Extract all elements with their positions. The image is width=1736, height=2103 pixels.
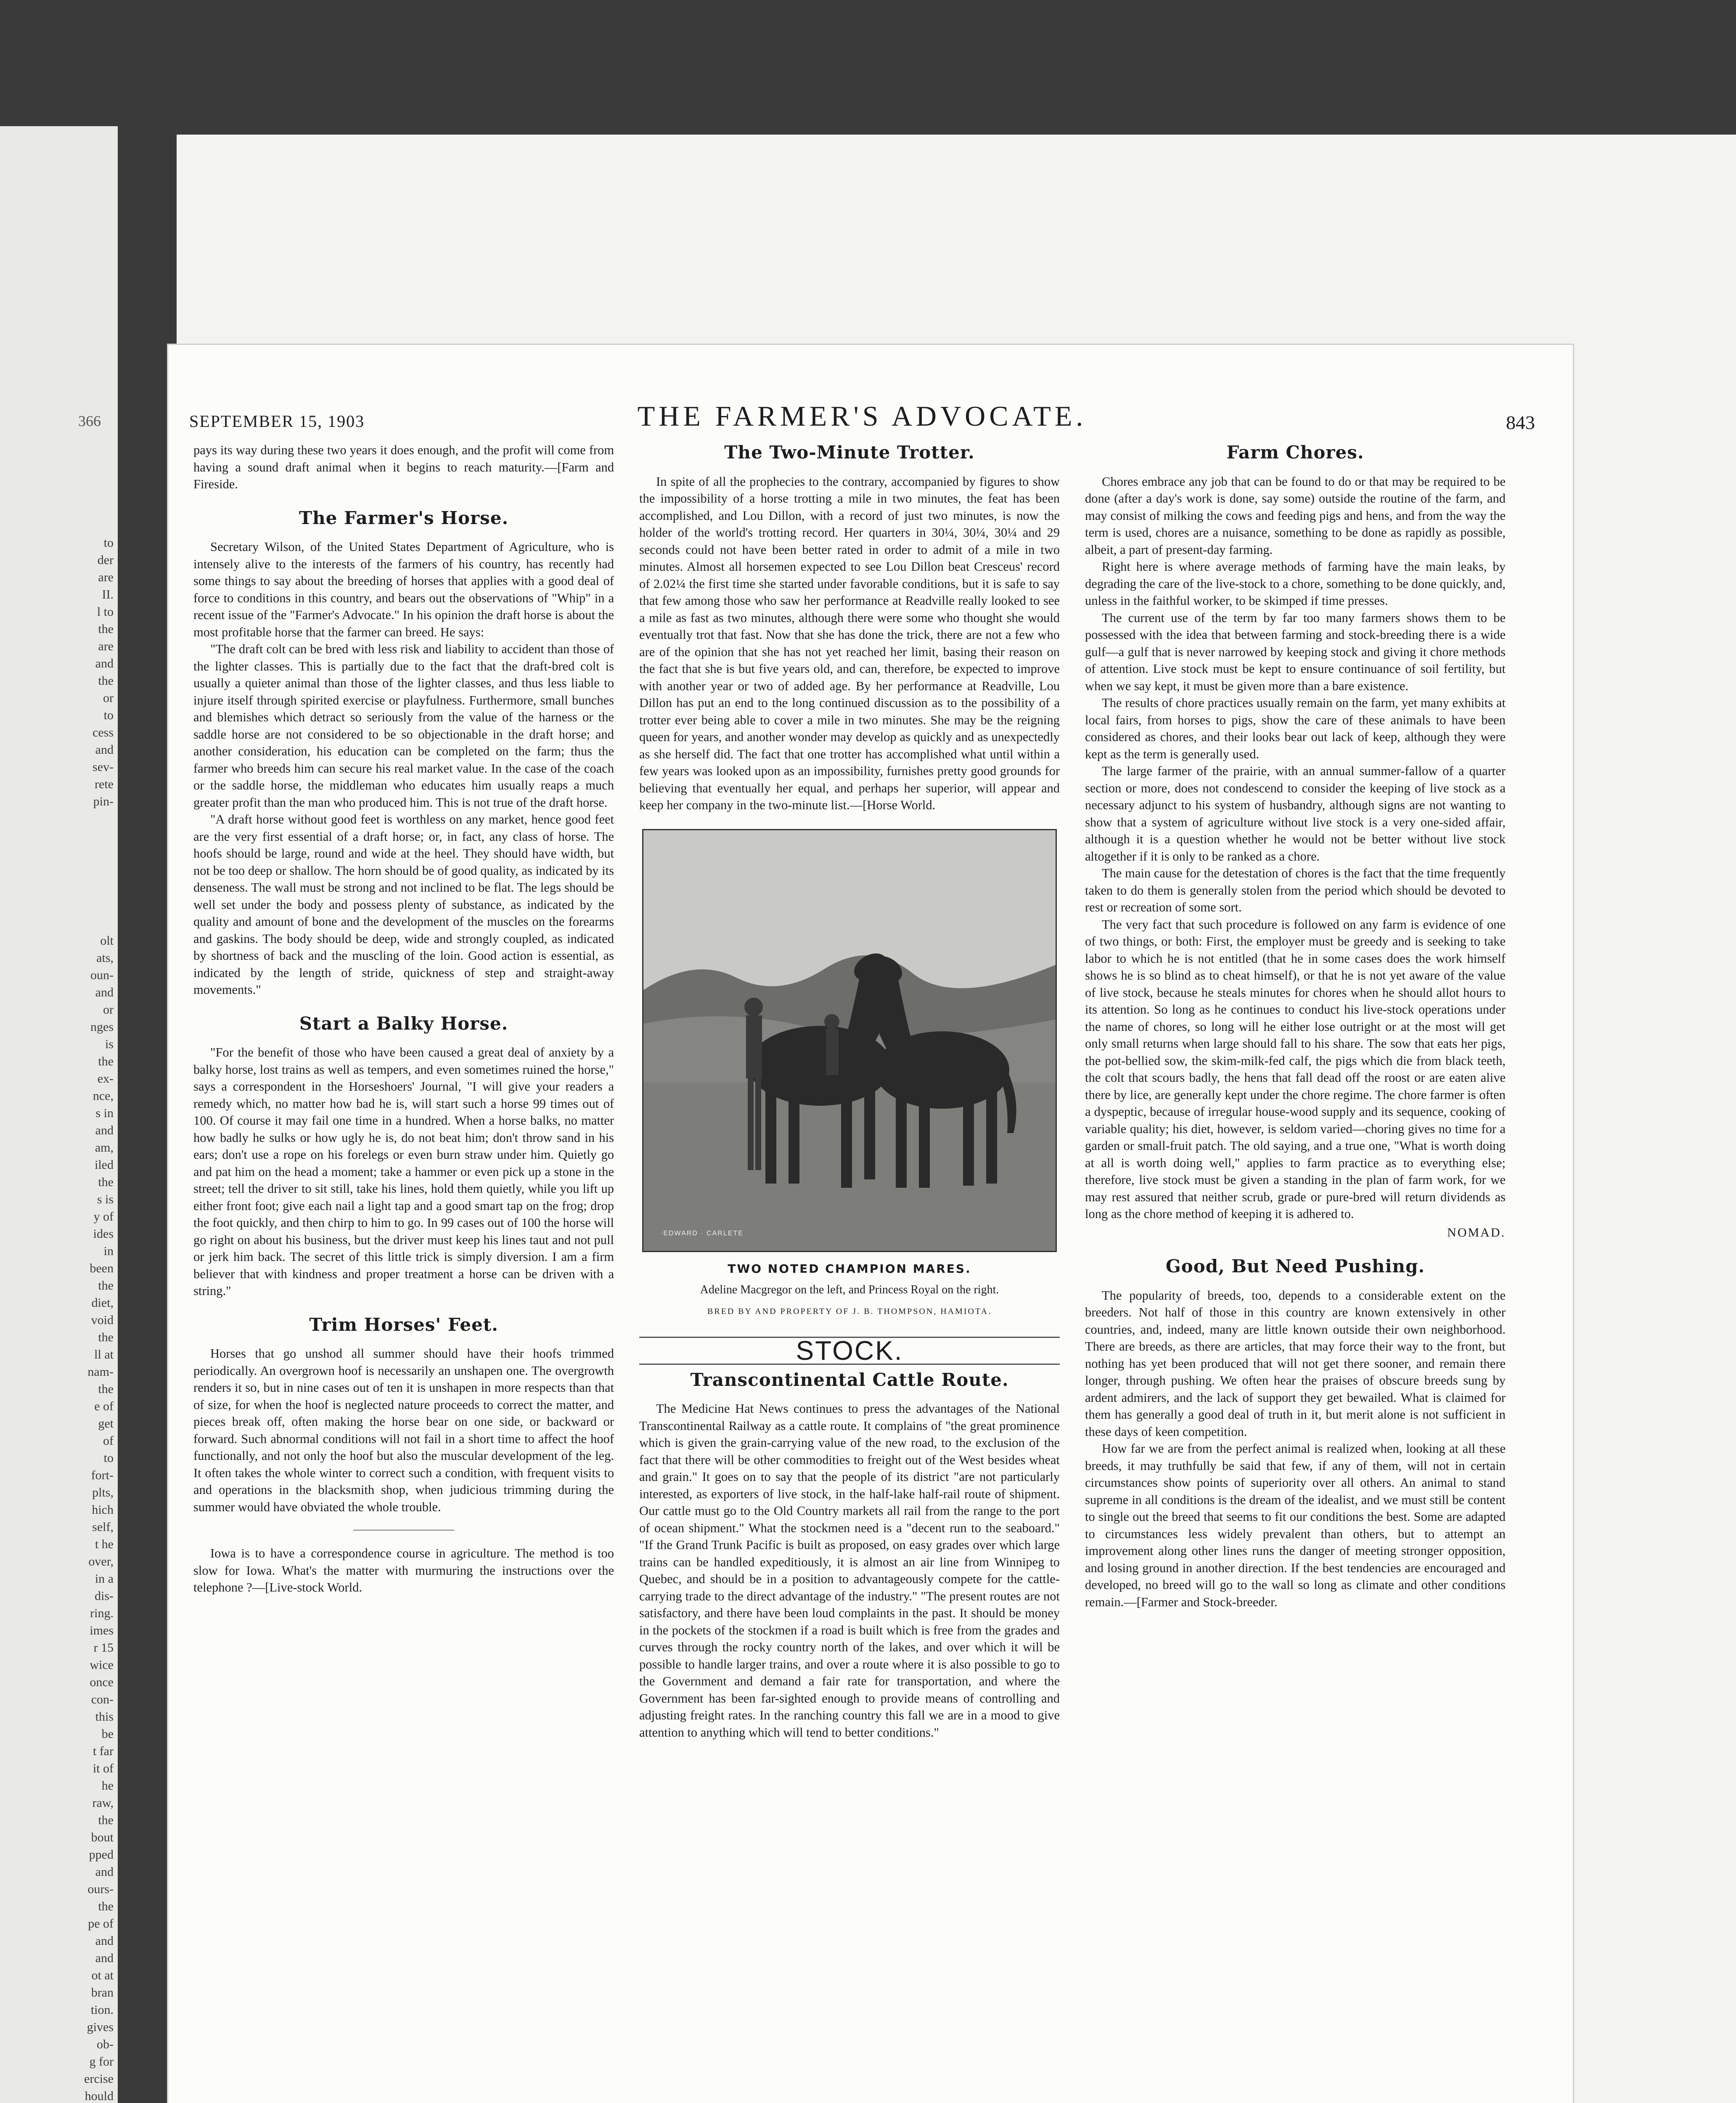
article-paragraph: Right here is where average methods of farming have the main leaks, by degrading the care of the live-stock to a chore, something to be done quickly, and, unless in the faithful worker, to be skimped if time presses. xyxy=(1085,559,1506,608)
article-paragraph: The Medicine Hat News continues to press the advantages of the National Transcontinental Railway as a cattle route. It complains of "the great prominence which is given the grain-carrying value of the new road, to the exclusion of the fact that there will be other commodities to freight out of the West besides wheat and grain." It goes on to say that the people of its district "are not particularly interested, as exporters of live stock, in the half-lake half-rail route of shipment. Our cattle must go to the Old Country markets all rail from the range to the port of ocean shipment." What the stockmen need is a "decent run to the seaboard." "If the Grand Trunk Pacific is built as proposed, on easy grades over which large trains can be handled expeditiously, it is almost an air line from Winnipeg to Quebec, and should be in a position to advantageously compete for the cattle-carrying trade to the direct advantage of the industry." "The present routes are not satisfactory, and there have been loud complaints in the past. It should be money in the pockets of the stockmen if a road is built which is free from the grades and curves through the rocky country north of the lakes, and over which it will be possible to handle larger trains, and over a route where it is also possible to go to the Government and demand a fair rate for transportation, and where the Government has been far-sighted enough to provide means of controlling and adjusting freight rates. In the ranching country this fall we are in a mood to give attention to anything which will tend to better conditions." xyxy=(639,1401,1060,1740)
left-page-fragment: t far xyxy=(93,1744,114,1758)
left-page-fragment: the xyxy=(98,1813,114,1827)
left-page-fragment: is xyxy=(105,1037,114,1051)
photo-champion-mares xyxy=(642,829,1057,1252)
divider xyxy=(353,1530,454,1531)
issue-date: SEPTEMBER 15, 1903 xyxy=(189,412,365,431)
article-paragraph: In spite of all the prophecies to the contrary, accompanied by figures to show the impossibility of a horse trotting a mile in two minutes, the feat has been accomplished, and Lou Dillon, with a record of just two minutes, is now the holder of the world's trotting record. Her quarters in 30¼, 30¼, 30¼ and 29 seconds could not have been better rated in order to admit of a mile in two minutes. Almost all horsemen expected to see Lou Dillon beat Cresceus' record of 2.02¼ the first time she started under favorable conditions, but it is safe to say that few among those who saw her performance at Readville really looked to see a mile as fast as two minutes, although there were some who thought she would eventually trot that fast. Now that she has done the trick, there are not a few who are of the opinion that she has not yet reached her limit, basing their reason on the fact that she is but five years old, and can, therefore, be expected to improve with another year or two of added age. By her performance at Readville, Lou Dillon has put an end to the long continued discussion as to the possibility of a trotter ever being able to cover a mile in two minutes. She may be the reigning queen for years, and another wonder may develop as quickly and as unexpectedly as she herself did. The fact that one trotter has accomplished what until within a few years was looked upon as an impossibility, furnishes pretty good grounds for believing that eventually her equal, and perhaps her superior, will appear and keep her company in the two-minute list.—[Horse World. xyxy=(639,474,1060,812)
left-page-fragment: der xyxy=(97,553,114,567)
article-paragraph: The main cause for the detestation of chores is the fact that the time frequently taken to do them is generally stolen from the period which should be devoted to rest or recreation of some sort. xyxy=(1085,866,1506,914)
left-page-folio: 366 xyxy=(78,413,101,429)
left-page-fragment: ll at xyxy=(94,1348,114,1361)
left-page-fragment: and xyxy=(95,657,114,670)
left-page-fragment: pin- xyxy=(93,795,114,808)
column-3 xyxy=(1085,442,1506,1610)
left-page-fragment: the xyxy=(98,674,114,688)
left-page-fragment: ob- xyxy=(97,2037,114,2051)
left-page-fragment: t he xyxy=(95,1537,114,1551)
article-paragraph: The current use of the term by far too many farmers shows them to be possessed with the idea that between farming and stock-breeding there is a wide gulf—a gulf that is never narrowed by keeping stock and giving it chore methods of attention. Live stock must be kept to ensure continuance of soil fertility, but when we say kept, it must be given more than a bare existence. xyxy=(1085,610,1506,693)
left-page-fragment: olt xyxy=(100,934,114,948)
left-page-fragment: ercise xyxy=(84,2072,114,2086)
left-page-fragment: ides xyxy=(93,1227,114,1241)
left-page-fragment: be xyxy=(101,1727,114,1741)
article-paragraph: The large farmer of the prairie, with an annual summer-fallow of a quarter section or more, does not condescend to consider the keeping of live stock as a necessary adjunct to his system of husbandry, although signs are not wanting to show that a system of agriculture without live stock is a very one-sided affair, although it is a question whether he would not be better without live stock altogether if it is only to be ranked as a chore. xyxy=(1085,764,1506,863)
left-page-fragment: the xyxy=(98,1899,114,1913)
left-page-fragment: s in xyxy=(95,1106,114,1120)
article-title-trim-feet: Trim Horses' Feet. xyxy=(309,1314,498,1335)
photo-caption-title: TWO NOTED CHAMPION MARES. xyxy=(728,1261,971,1276)
article-title-farmers-horse: The Farmer's Horse. xyxy=(299,507,509,528)
left-page-fragment: tion. xyxy=(90,2003,114,2017)
left-page-fragment: am, xyxy=(95,1141,114,1155)
left-page-fragment: ring. xyxy=(90,1606,114,1620)
article-paragraph: "A draft horse without good feet is worthless on any market, hence good feet are the very first essential of a draft horse; or, in fact, any class of horse. The hoofs should be large, round and wide at the heel. They should have width, but not be too deep or shallow. The horn should be of good quality, as indicated by its denseness. The wall must be strong and not inclined to be flat. The legs should be well set under the body and possess plenty of substance, as indicated by the quality and amount of bone and the development of the muscles on the forearms and gaskins. The body should be deep, wide and strongly coupled, as indicated by shortness of back and the muscling of the loin. Good action is essential, as indicated by the length of stride, quickness of step and straight-away movements." xyxy=(193,812,614,997)
article-paragraph: Secretary Wilson, of the United States Department of Agriculture, who is intensely alive to the interests of the farmers of his country, has recently had some things to say about the breeding of horses that applies with a good deal of force to conditions in this country, and bears out the observations of "Whip" in a recent issue of the "Farmer's Advocate." In his opinion the draft horse is about the most profitable horse that the farmer can breed. He says: xyxy=(193,540,614,639)
left-page-fragment: e of xyxy=(94,1399,114,1413)
left-page-fragment: nce, xyxy=(93,1089,114,1103)
left-page-fragment: to xyxy=(103,536,114,550)
left-page-fragment: it of xyxy=(93,1761,114,1775)
article-paragraph: "The draft colt can be bred with less risk and liability to accident than those of the lighter classes. This is partially due to the fact that the draft-bred colt is usually a quieter animal than those of the lighter classes, and thus less liable to injure itself through spirited exercise or playfulness. Furthermore, small bunches and blemishes which detract so seriously from the value of the harness or the saddle horse are not considered to be so objectionable in the draft horse; and another consideration, his education can be completed on the farm; thus the farmer who breeds him can secure his real market value. In the case of the coach or the saddle horse, the middleman who educates him usually reaps a much greater profit than the man who produced him. This is not true of the draft horse. xyxy=(193,642,614,810)
article-title-farm-chores: Farm Chores. xyxy=(1226,442,1364,463)
left-page-fragment: pe of xyxy=(88,1917,114,1931)
left-page-fragment: and xyxy=(95,743,114,757)
article-title-need-pushing: Good, But Need Pushing. xyxy=(1165,1256,1425,1277)
left-page-fragment: and xyxy=(95,1951,114,1965)
article-paragraph: How far we are from the perfect animal is realized when, looking at all these breeds, it may truthfully be said that few, if any of them, will not in certain circumstances show points of superiority over all others. An animal to stand supreme in all conditions is the dream of the idealist, and we must still be content to single out the breed that seems to fit our conditions the best. Some are adapted to circumstances less widely prevalent than others, but to attempt an improvement along other lines runs the danger of meeting stronger opposition, and losing ground in another direction. If the best tendencies are encouraged and developed, no breed will go to the wall so long as climate and other conditions remain.—[Farmer and Stock-breeder. xyxy=(1085,1441,1506,1609)
left-page-fragment: the xyxy=(98,1382,114,1396)
left-page-fragment: r 15 xyxy=(93,1641,114,1655)
article-paragraph: "For the benefit of those who have been caused a great deal of anxiety by a balky horse, lost trains as well as tempers, and even sometimes ruined the horse," says a correspondent in the Horseshoers' Journal, "I will give your readers a remedy which, no matter how bad he is, will start such a horse 99 times out of 100. Of course it may fail one time in a hundred. When a horse balks, no matter how badly he sulks or how ugly he is, do not beat him; don't throw sand in his ears; don't use a rope on his forelegs or even burn straw under him. Quietly go and pat him on the head a moment; take a hammer or even pick up a stone in the street; tell the driver to sit still, take his lines, hold them quietly, while you lift up either front foot; give each nail a light tap and a good smart tap on the frog; drop the foot quickly, and then chirp to him to go. In 99 cases out of 100 the horse will go right on about his business, but the driver must keep his lines taut and not pull or jerk him back. The secret of this little trick is simply diversion. I am a firm believer that with kindness and proper treatment a horse can be driven with a string." xyxy=(193,1045,614,1298)
article-paragraph: The results of chore practices usually remain on the farm, yet many exhibits at local fairs, from horses to pigs, show the care of these animals to have been considered as chores, and their looks bear out lack of keep, although they were kept as the term is generally used. xyxy=(1085,696,1506,761)
photo-credit: BRED BY AND PROPERTY OF J. B. THOMPSON, HAMIOTA. xyxy=(707,1306,992,1316)
left-page-fragment: l to xyxy=(97,605,114,619)
left-page-fragment: fort- xyxy=(91,1468,114,1482)
left-page-fragment: g for xyxy=(89,2055,114,2069)
left-page-fragment: nam- xyxy=(87,1365,114,1379)
article-paragraph: The popularity of breeds, too, depends to a considerable extent on the breeders. Not half of those in this country are known extensively in other countries, and, indeed, many are little known outside their own neighborhood. There are breeds, as there are articles, that may force their way to the front, but nothing has yet been produced that will not get there sooner, and remain there longer, through pushing. We often hear the praises of obscure breeds sung by ardent admirers, and the lack of support they get bewailed. What is claimed for them has generally a good deal of truth in it, but merit alone is not sufficient in these days of keen competition. xyxy=(1085,1288,1506,1439)
photo-caption: Adeline Macgregor on the left, and Princess Royal on the right. xyxy=(700,1283,999,1296)
left-page-fragment: this xyxy=(95,1710,114,1724)
left-page-fragment: hould xyxy=(85,2089,114,2103)
article-title-two-minute-trotter: The Two-Minute Trotter. xyxy=(724,442,975,463)
left-page-fragment: s is xyxy=(97,1192,114,1206)
left-page-scan xyxy=(0,126,118,2103)
left-page-fragment: hich xyxy=(92,1503,114,1517)
left-page-fragment: once xyxy=(90,1675,114,1689)
left-page-fragment: and xyxy=(95,985,114,999)
left-page-fragment: the xyxy=(98,1330,114,1344)
left-page-fragment: he xyxy=(101,1779,114,1793)
left-page-fragment: iled xyxy=(95,1158,114,1172)
column-1 xyxy=(193,442,614,1596)
article-title-cattle-route: Transcontinental Cattle Route. xyxy=(690,1369,1009,1390)
left-page-fragment: in xyxy=(103,1244,114,1258)
page-header xyxy=(189,400,1535,437)
left-page-fragment: II. xyxy=(102,588,114,601)
left-page-fragment: y of xyxy=(93,1210,114,1224)
left-page-fragments xyxy=(0,534,114,2103)
masthead: THE FARMER'S ADVOCATE. xyxy=(637,400,1087,432)
left-page-fragment: pped xyxy=(89,1848,114,1862)
left-page-fragment: and xyxy=(95,1865,114,1879)
left-page-fragment: oun- xyxy=(90,968,114,982)
photographer-signature: ·EDWARD · CARLETE xyxy=(660,1230,744,1237)
article-paragraph: The very fact that such procedure is followed on any farm is evidence of one of two things, or both: First, the employer must be greedy and is seeking to take labor to which he is not entitled (that he in some cases does the work himself shows he is so blind as to cheat himself), or that he is not yet aware of the value of live stock, because he steals minutes for chores when he should allot hours to its attention. So long as he continues to conduct his live-stock operations under the name of chores, so long will he either lose outright or at the most will get only small returns when large should fall to his share. The sow that eats her pigs, the pot-bellied sow, the skim-milk-fed calf, the pigs which die from black teeth, the colt that scours badly, the hens that fall dead off the roost or are eaten alive there by lice, are generally kept under the chore regime. The chore farmer is often a dyspeptic, because of irregular house-wood supply and its sequence, cooking of variable quality; his diet, however, is seldom varied—choring gives no time for a garden or small-fruit patch. The old saying, and a true one, "What is worth doing at all is worth doing well," applies to farm practice as to everything else; therefore, live stock must be given a standing in the plan of farm work, for we may rest assured that neither scrub, grade or pure-bred will return dividends as long as the chore method of keeping it is adhered to. xyxy=(1085,917,1506,1221)
left-page-fragment: the xyxy=(98,622,114,636)
author-signature: NOMAD. xyxy=(1447,1225,1506,1240)
left-page-fragment: been xyxy=(90,1261,114,1275)
left-page-fragment: or xyxy=(103,1003,114,1017)
left-page-fragment: nges xyxy=(90,1020,114,1034)
left-page-fragment: get xyxy=(98,1417,114,1430)
left-page-fragment: ot at xyxy=(91,1968,114,1982)
left-page-fragment: plts, xyxy=(92,1486,114,1499)
left-page-fragment: over, xyxy=(88,1555,114,1568)
left-page-fragment: to xyxy=(103,1451,114,1465)
article-paragraph: Chores embrace any job that can be found to do or that may be required to be done (after a day's work is done, say some) outside the routine of the farm, and may consist of milking the cows and feeding pigs and hens, and from the way the term is used, chores are a nuisance, something to be done as rapidly as possible, albeit, a part of present-day farming. xyxy=(1085,474,1506,557)
left-page-fragment: sev- xyxy=(93,760,114,774)
page-number: 843 xyxy=(1506,412,1535,433)
left-page-fragment: imes xyxy=(90,1624,114,1637)
left-page-fragment: in a xyxy=(95,1572,114,1586)
section-heading-stock: STOCK. xyxy=(639,1337,1060,1365)
left-page-fragment: the xyxy=(98,1054,114,1068)
newspaper-page xyxy=(168,345,1573,2103)
left-page-fragment: bout xyxy=(91,1830,114,1844)
left-page-fragment: self, xyxy=(92,1520,114,1534)
left-page-fragment: ours- xyxy=(87,1882,114,1896)
left-page-fragment: rete xyxy=(95,777,114,791)
article-title-balky-horse: Start a Balky Horse. xyxy=(299,1013,508,1034)
left-page-fragment: or xyxy=(103,691,114,705)
left-page-fragment: and xyxy=(95,1934,114,1948)
left-page-fragment: are xyxy=(98,570,114,584)
left-page-fragment: con- xyxy=(91,1692,114,1706)
left-page-fragment: raw, xyxy=(92,1796,114,1810)
left-page-fragment: are xyxy=(98,639,114,653)
left-page-fragment: gives xyxy=(87,2020,114,2034)
horse-photo-illustration xyxy=(643,830,1056,1251)
left-page-fragment: the xyxy=(98,1175,114,1189)
left-page-fragment: dis- xyxy=(95,1589,114,1603)
article-paragraph: Horses that go unshod all summer should have their hoofs trimmed periodically. An overgrown hoof is necessarily an unshapen one. The overgrowth renders it so, but in nine cases out of ten it is unshapen in more respects than that of size, for when the hoof is neglected nature proceeds to correct the matter, and pieces break off, often making the horse bear on one side, or backward or forward. Such abnormal conditions will not fail in a short time to affect the hoof functionally, and not only the hoof but also the muscular development of the leg. It often takes the whole winter to correct such a condition, with frequent visits to and operations in the blacksmith shop, when judicious trimming during the summer would have obviated the whole trouble. xyxy=(193,1346,614,1514)
left-page-fragment: void xyxy=(91,1313,114,1327)
intro-paragraph: pays its way during these two years it does enough, and the profit will come from having a sound draft animal when it begins to reach maturity.—[Farm and Fireside. xyxy=(193,443,614,491)
left-page-fragment: to xyxy=(103,708,114,722)
article-paragraph: Iowa is to have a correspondence course in agriculture. The method is too slow for Iowa. What's the matter with murmuring the instructions over the telephone ?—[Live-stock World. xyxy=(193,1546,614,1594)
left-page-fragment: and xyxy=(95,1123,114,1137)
left-page-fragment: bran xyxy=(91,1986,114,2000)
left-page-fragment: of xyxy=(103,1434,114,1448)
left-page-fragment: cess xyxy=(93,726,114,739)
left-page-fragment: diet, xyxy=(91,1296,114,1310)
left-page-fragment: the xyxy=(98,1279,114,1293)
column-2 xyxy=(639,442,1060,1741)
left-page-fragment: ex- xyxy=(97,1072,114,1086)
left-page-fragment: wice xyxy=(90,1658,114,1672)
left-page-fragment: ats, xyxy=(96,951,114,965)
